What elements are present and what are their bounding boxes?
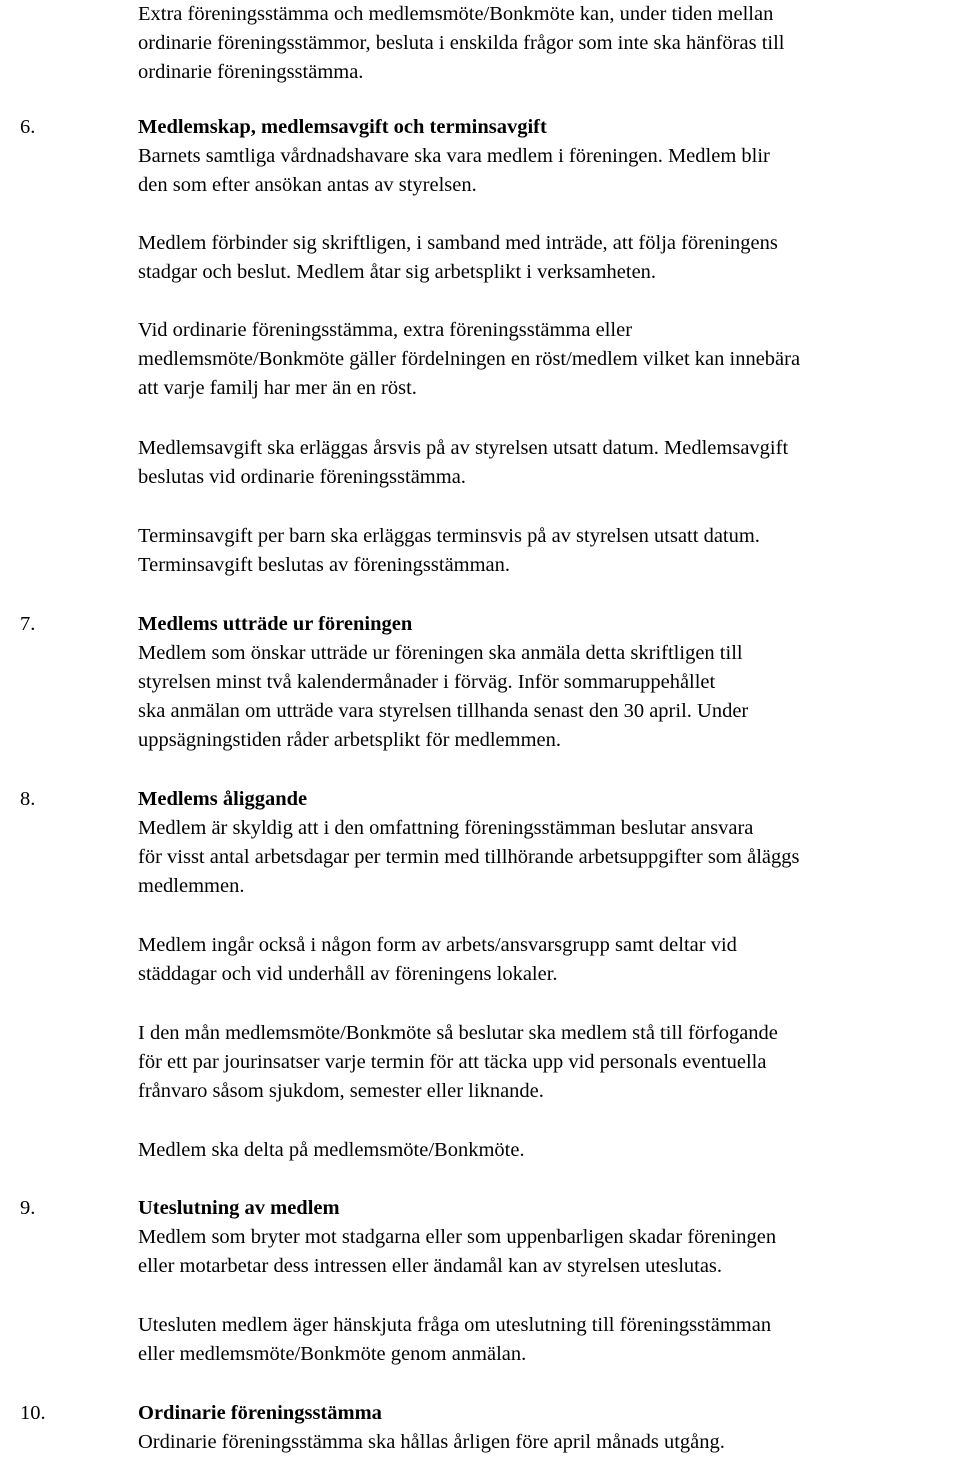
- paragraph-line: Medlem är skyldig att i den omfattning föreningsstämman beslutar ansvara: [138, 817, 754, 839]
- section-paragraph: [138, 1311, 960, 1369]
- section-number: 9.: [20, 1197, 36, 1219]
- paragraph-line: Medlem som bryter mot stadgarna eller som uppenbarligen skadar föreningen: [138, 1226, 777, 1248]
- paragraph-line: medlemmen.: [138, 875, 245, 897]
- paragraph-line: att varje familj har mer än en röst.: [138, 377, 417, 399]
- section-paragraph: [138, 1428, 960, 1457]
- paragraph-line: för ett par jourinsatser varje termin för att täcka upp vid personals eventuella: [138, 1051, 767, 1073]
- paragraph-line: Vid ordinarie föreningsstämma, extra föreningsstämma eller: [138, 319, 633, 341]
- section-number: 6.: [20, 116, 36, 138]
- paragraph-line: Medlem förbinder sig skriftligen, i samband med inträde, att följa föreningens: [138, 232, 778, 254]
- intro-line: Extra föreningsstämma och medlemsmöte/Bonkmöte kan, under tiden mellan: [138, 3, 774, 25]
- paragraph-line: uppsägningstiden råder arbetsplikt för medlemmen.: [138, 729, 561, 751]
- section-paragraph: [138, 142, 960, 200]
- intro-line: ordinarie föreningsstämma.: [138, 61, 364, 83]
- paragraph-line: Medlem som önskar utträde ur föreningen ska anmäla detta skriftligen till: [138, 642, 743, 664]
- paragraph-line: Terminsavgift per barn ska erläggas terminsvis på av styrelsen utsatt datum.: [138, 525, 760, 547]
- paragraph-line: Utesluten medlem äger hänskjuta fråga om uteslutning till föreningsstämman: [138, 1314, 772, 1336]
- paragraph-line: Terminsavgift beslutas av föreningsstämman.: [138, 554, 511, 576]
- paragraph-line: Barnets samtliga vårdnadshavare ska vara medlem i föreningen. Medlem blir: [138, 145, 770, 167]
- intro-line: ordinarie föreningsstämmor, besluta i enskilda frågor som inte ska hänföras till: [138, 32, 785, 54]
- section-paragraph: [138, 522, 960, 580]
- section-paragraph: [138, 316, 960, 403]
- paragraph-line: Medlem ingår också i någon form av arbets/ansvarsgrupp samt deltar vid: [138, 934, 737, 956]
- section-heading: Uteslutning av medlem: [138, 1197, 340, 1219]
- paragraph-line: städdagar och vid underhåll av föreningens lokaler.: [138, 963, 558, 985]
- section-paragraph: [138, 434, 960, 492]
- paragraph-line: den som efter ansökan antas av styrelsen.: [138, 174, 477, 196]
- section-heading: Medlems utträde ur föreningen: [138, 613, 413, 635]
- paragraph-line: I den mån medlemsmöte/Bonkmöte så beslutar ska medlem stå till förfogande: [138, 1022, 778, 1044]
- section-paragraph: [138, 639, 960, 755]
- paragraph-line: för visst antal arbetsdagar per termin med tillhörande arbetsuppgifter som åläggs: [138, 846, 800, 868]
- section-heading: Medlems åliggande: [138, 788, 308, 810]
- paragraph-line: Medlem ska delta på medlemsmöte/Bonkmöte.: [138, 1139, 525, 1161]
- section-paragraph: [138, 931, 960, 989]
- paragraph-line: stadgar och beslut. Medlem åtar sig arbetsplikt i verksamheten.: [138, 261, 657, 283]
- paragraph-line: eller medlemsmöte/Bonkmöte genom anmälan.: [138, 1343, 527, 1365]
- section-paragraph: [138, 814, 960, 901]
- paragraph-line: beslutas vid ordinarie föreningsstämma.: [138, 466, 466, 488]
- intro-paragraph: [138, 0, 960, 87]
- section-number: 10.: [20, 1402, 46, 1424]
- paragraph-line: eller motarbetar dess intressen eller ändamål kan av styrelsen uteslutas.: [138, 1255, 723, 1277]
- section-heading: Ordinarie föreningsstämma: [138, 1402, 382, 1424]
- section-number: 7.: [20, 613, 36, 635]
- section-paragraph: [138, 1136, 960, 1165]
- section-number: 8.: [20, 788, 36, 810]
- paragraph-line: medlemsmöte/Bonkmöte gäller fördelningen en röst/medlem vilket kan innebära: [138, 348, 801, 370]
- paragraph-line: styrelsen minst två kalendermånader i förväg. Inför sommaruppehållet: [138, 671, 716, 693]
- section-paragraph: [138, 1019, 960, 1106]
- section-heading: Medlemskap, medlemsavgift och terminsavgift: [138, 116, 547, 138]
- section-paragraph: [138, 1223, 960, 1281]
- paragraph-line: ska anmälan om utträde vara styrelsen tillhanda senast den 30 april. Under: [138, 700, 749, 722]
- paragraph-line: frånvaro såsom sjukdom, semester eller liknande.: [138, 1080, 544, 1102]
- paragraph-line: Medlemsavgift ska erläggas årsvis på av styrelsen utsatt datum. Medlemsavgift: [138, 437, 789, 459]
- section-paragraph: [138, 229, 960, 287]
- paragraph-line: Ordinarie föreningsstämma ska hållas årligen före april månads utgång.: [138, 1431, 725, 1453]
